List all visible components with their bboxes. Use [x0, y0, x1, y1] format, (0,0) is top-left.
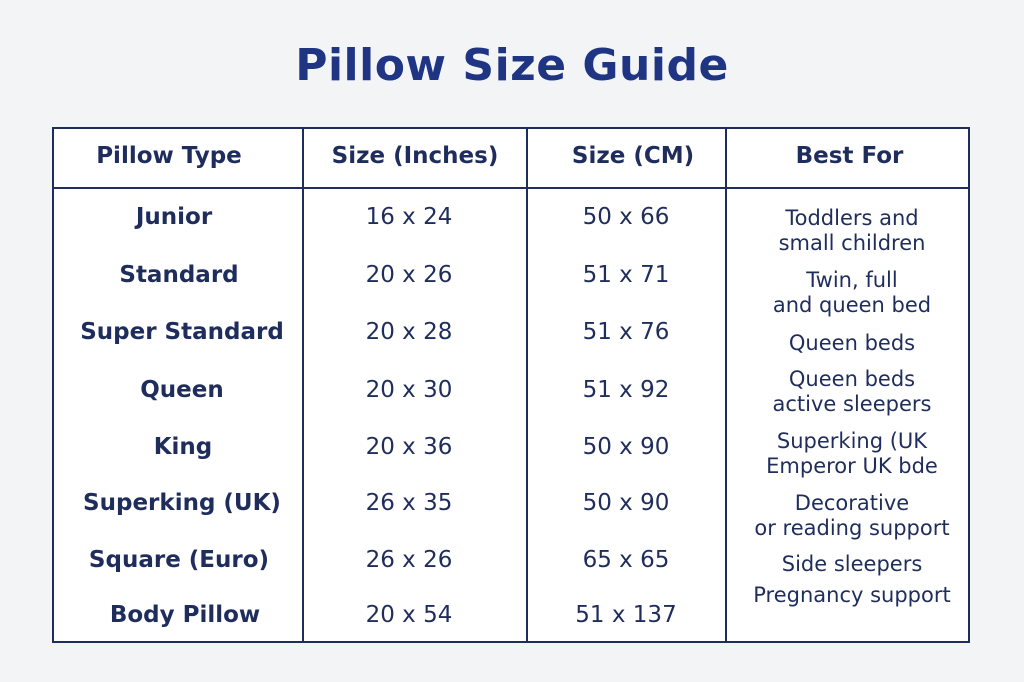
- best-for: Toddlers and small children: [778, 206, 926, 255]
- size-table: [52, 127, 970, 643]
- size-inches: 20 x 26: [365, 262, 453, 288]
- best-for: Twin, full and queen bed: [772, 268, 932, 317]
- size-cm: 51 x 137: [575, 602, 677, 628]
- size-cm: 51 x 71: [582, 262, 670, 288]
- size-cm: 65 x 65: [582, 547, 670, 573]
- size-inches: 16 x 24: [365, 204, 453, 230]
- size-inches: 20 x 30: [365, 377, 453, 403]
- size-cm: 51 x 92: [582, 377, 670, 403]
- size-cm: 50 x 90: [582, 490, 670, 516]
- pillow-type: Body Pillow: [109, 602, 261, 628]
- header-pillow-type: Pillow Type: [96, 143, 242, 169]
- header-size-inches: Size (Inches): [331, 143, 499, 169]
- size-inches: 20 x 28: [365, 319, 453, 345]
- best-for: Decorative or reading support: [754, 491, 950, 540]
- best-for: Pregnancy support: [753, 583, 951, 607]
- best-for: Superking (UK Emperor UK bde: [766, 429, 938, 478]
- size-inches: 20 x 36: [365, 434, 453, 460]
- pillow-type: Junior: [135, 204, 213, 230]
- pillow-type: Super Standard: [80, 319, 284, 345]
- size-inches: 20 x 54: [365, 602, 453, 628]
- header-best-for: Best For: [795, 143, 904, 169]
- size-cm: 50 x 66: [582, 204, 670, 230]
- pillow-type: Superking (UK): [83, 490, 281, 516]
- pillow-type: Queen: [140, 377, 224, 403]
- header-divider: [54, 187, 968, 189]
- best-for: Queen beds: [788, 331, 916, 355]
- pillow-type: Square (Euro): [88, 547, 270, 573]
- pillow-type: Standard: [119, 262, 239, 288]
- pillow-type: King: [153, 434, 213, 460]
- header-size-cm: Size (CM): [571, 143, 695, 169]
- size-cm: 51 x 76: [582, 319, 670, 345]
- best-for: Queen beds active sleepers: [772, 367, 932, 416]
- size-cm: 50 x 90: [582, 434, 670, 460]
- page-title: Pillow Size Guide: [295, 40, 729, 91]
- size-inches: 26 x 26: [365, 547, 453, 573]
- best-for: Side sleepers: [781, 552, 923, 576]
- size-inches: 26 x 35: [365, 490, 453, 516]
